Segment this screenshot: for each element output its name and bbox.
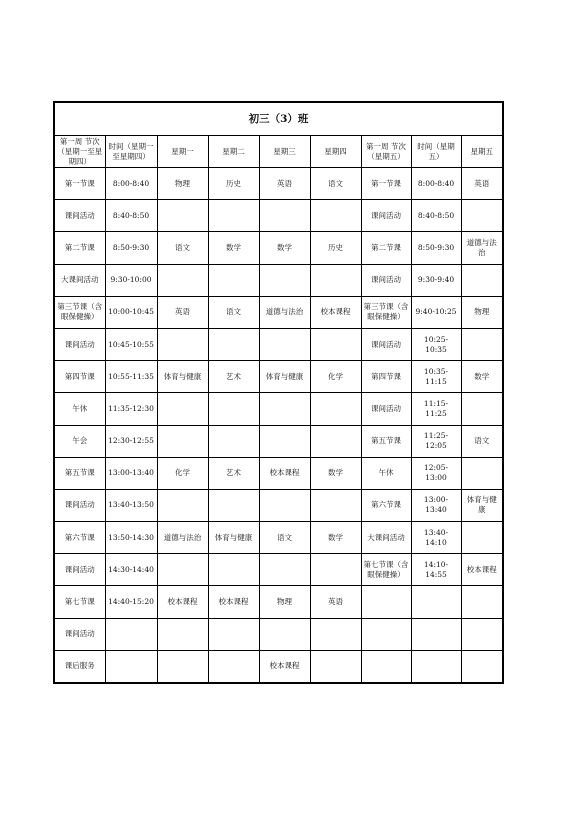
- header-cell: 第一周 节次（星期五）: [361, 136, 411, 168]
- table-cell: [259, 328, 310, 360]
- table-cell: 第四节课: [54, 361, 105, 393]
- header-cell: 星期一: [157, 136, 208, 168]
- table-cell: 10:25-10:35: [411, 328, 461, 360]
- table-cell: 数学: [259, 232, 310, 264]
- table-cell: [208, 264, 259, 296]
- table-cell: 午休: [361, 457, 411, 489]
- table-cell: [310, 264, 361, 296]
- table-cell: 体育与健康: [461, 489, 503, 521]
- table-cell: 10:35-11:15: [411, 361, 461, 393]
- table-cell: [461, 328, 503, 360]
- table-cell: 第三节课（含眼保健操）: [54, 296, 105, 328]
- table-row: [54, 650, 503, 683]
- table-cell: 课间活动: [54, 554, 105, 586]
- table-cell: 第五节课: [361, 425, 411, 457]
- table-cell: 8:50-9:30: [105, 232, 157, 264]
- table-cell: 数学: [310, 457, 361, 489]
- table-cell: 艺术: [208, 457, 259, 489]
- table-cell: 第一节课: [54, 168, 105, 200]
- table-cell: 10:45-10:55: [105, 328, 157, 360]
- table-row: [54, 328, 503, 360]
- table-cell: 第七节课: [54, 586, 105, 618]
- table-row: [54, 296, 503, 328]
- table-cell: [411, 618, 461, 650]
- table-cell: [310, 425, 361, 457]
- table-cell: 第一节课: [361, 168, 411, 200]
- table-cell: [208, 328, 259, 360]
- table-cell: 道德与法治: [461, 232, 503, 264]
- table-cell: 11:35-12:30: [105, 393, 157, 425]
- table-cell: [461, 393, 503, 425]
- table-row: [54, 618, 503, 650]
- table-cell: 8:00-8:40: [105, 168, 157, 200]
- table-cell: 语文: [259, 522, 310, 554]
- table-cell: 课间活动: [361, 393, 411, 425]
- table-cell: 体育与健康: [259, 361, 310, 393]
- table-cell: 14:40-15:20: [105, 586, 157, 618]
- table-cell: 13:40-13:50: [105, 489, 157, 521]
- table-cell: [157, 200, 208, 232]
- table-cell: 物理: [157, 168, 208, 200]
- table-cell: 数学: [461, 361, 503, 393]
- table-cell: 14:10-14:55: [411, 554, 461, 586]
- table-cell: [208, 393, 259, 425]
- table-cell: 9:40-10:25: [411, 296, 461, 328]
- table-cell: [310, 650, 361, 683]
- table-cell: 数学: [208, 232, 259, 264]
- table-cell: [461, 457, 503, 489]
- table-cell: 课间活动: [54, 200, 105, 232]
- table-row: [54, 554, 503, 586]
- table-cell: [259, 393, 310, 425]
- header-cell: 星期五: [461, 136, 503, 168]
- table-cell: 英语: [310, 586, 361, 618]
- table-row: [54, 425, 503, 457]
- table-cell: [310, 489, 361, 521]
- table-cell: [105, 618, 157, 650]
- table-cell: 校本课程: [310, 296, 361, 328]
- table-cell: [310, 328, 361, 360]
- table-row: [54, 168, 503, 200]
- table-cell: 课间活动: [54, 489, 105, 521]
- table-cell: 课后服务: [54, 650, 105, 683]
- table-cell: 课间活动: [361, 200, 411, 232]
- table-cell: 体育与健康: [208, 522, 259, 554]
- table-cell: 英语: [259, 168, 310, 200]
- table-cell: 大课间活动: [54, 264, 105, 296]
- table-cell: 12:05-13:00: [411, 457, 461, 489]
- table-cell: 历史: [310, 232, 361, 264]
- table-cell: 英语: [461, 168, 503, 200]
- timetable-sheet: [53, 101, 502, 684]
- table-cell: [259, 489, 310, 521]
- table-row: [54, 522, 503, 554]
- table-cell: 大课间活动: [361, 522, 411, 554]
- table-cell: [310, 200, 361, 232]
- header-cell: 星期三: [259, 136, 310, 168]
- table-cell: [259, 264, 310, 296]
- table-cell: 13:00-13:40: [411, 489, 461, 521]
- table-cell: [157, 489, 208, 521]
- table-cell: [411, 586, 461, 618]
- table-cell: 11:25-12:05: [411, 425, 461, 457]
- table-row: [54, 361, 503, 393]
- table-row: [54, 264, 503, 296]
- table-cell: [310, 554, 361, 586]
- table-cell: [461, 618, 503, 650]
- table-cell: [157, 328, 208, 360]
- table-cell: 8:00-8:40: [411, 168, 461, 200]
- table-cell: 10:55-11:35: [105, 361, 157, 393]
- title-row: [54, 102, 503, 136]
- table-cell: 校本课程: [259, 457, 310, 489]
- header-row: [54, 136, 503, 168]
- table-cell: [411, 650, 461, 683]
- table-cell: 语文: [208, 296, 259, 328]
- table-cell: 13:00-13:40: [105, 457, 157, 489]
- table-cell: 道德与法治: [259, 296, 310, 328]
- table-cell: 第六节课: [361, 489, 411, 521]
- table-cell: [157, 650, 208, 683]
- table-row: [54, 457, 503, 489]
- table-cell: 语文: [157, 232, 208, 264]
- table-cell: 9:30-9:40: [411, 264, 461, 296]
- table-cell: 第七节课（含眼保健操）: [361, 554, 411, 586]
- header-cell: 星期二: [208, 136, 259, 168]
- table-cell: 课间活动: [361, 328, 411, 360]
- table-cell: 11:15-11:25: [411, 393, 461, 425]
- table-cell: [105, 650, 157, 683]
- table-cell: 校本课程: [208, 586, 259, 618]
- table-cell: 12:30-12:55: [105, 425, 157, 457]
- header-cell: 时间（星期五）: [411, 136, 461, 168]
- table-cell: [157, 618, 208, 650]
- table-cell: 8:40-8:50: [105, 200, 157, 232]
- table-cell: 物理: [461, 296, 503, 328]
- table-cell: [259, 618, 310, 650]
- table-cell: 道德与法治: [157, 522, 208, 554]
- header-cell: 星期四: [310, 136, 361, 168]
- table-cell: 第四节课: [361, 361, 411, 393]
- header-cell: 第一周 节次（星期一至星期四）: [54, 136, 105, 168]
- table-cell: [208, 618, 259, 650]
- table-cell: [259, 425, 310, 457]
- table-cell: [208, 200, 259, 232]
- table-cell: [208, 554, 259, 586]
- table-cell: 8:40-8:50: [411, 200, 461, 232]
- table-cell: [461, 650, 503, 683]
- table-cell: [461, 264, 503, 296]
- header-cell: 时间（星期一至星期四）: [105, 136, 157, 168]
- table-cell: 数学: [310, 522, 361, 554]
- table-cell: 午休: [54, 393, 105, 425]
- table-cell: 体育与健康: [157, 361, 208, 393]
- table-cell: 13:40-14:10: [411, 522, 461, 554]
- table-cell: [310, 393, 361, 425]
- table-cell: [461, 200, 503, 232]
- class-title: 初三（3）班: [54, 102, 503, 136]
- table-cell: 午会: [54, 425, 105, 457]
- table-cell: [259, 554, 310, 586]
- table-cell: [461, 522, 503, 554]
- table-cell: 9:30-10:00: [105, 264, 157, 296]
- table-cell: 校本课程: [259, 650, 310, 683]
- table-cell: 14:30-14:40: [105, 554, 157, 586]
- table-cell: [208, 425, 259, 457]
- table-cell: [157, 425, 208, 457]
- table-cell: [361, 586, 411, 618]
- table-row: [54, 232, 503, 264]
- table-cell: 课间活动: [54, 328, 105, 360]
- table-cell: 英语: [157, 296, 208, 328]
- table-cell: 第六节课: [54, 522, 105, 554]
- timetable: [53, 101, 504, 684]
- table-cell: 8:50-9:30: [411, 232, 461, 264]
- table-cell: 校本课程: [461, 554, 503, 586]
- table-cell: [361, 618, 411, 650]
- table-row: [54, 393, 503, 425]
- table-cell: [157, 393, 208, 425]
- table-cell: 物理: [259, 586, 310, 618]
- table-cell: [461, 586, 503, 618]
- table-cell: 化学: [310, 361, 361, 393]
- table-cell: 课间活动: [361, 264, 411, 296]
- table-cell: [259, 200, 310, 232]
- table-row: [54, 586, 503, 618]
- table-cell: 13:50-14:30: [105, 522, 157, 554]
- table-cell: 第二节课: [361, 232, 411, 264]
- table-cell: 历史: [208, 168, 259, 200]
- table-cell: 第五节课: [54, 457, 105, 489]
- table-cell: 语文: [461, 425, 503, 457]
- table-cell: [361, 650, 411, 683]
- table-cell: 校本课程: [157, 586, 208, 618]
- table-cell: 第二节课: [54, 232, 105, 264]
- table-row: [54, 489, 503, 521]
- table-cell: [208, 650, 259, 683]
- table-cell: [208, 489, 259, 521]
- table-cell: 课间活动: [54, 618, 105, 650]
- table-cell: [157, 554, 208, 586]
- table-cell: 第三节课（含眼保健操）: [361, 296, 411, 328]
- table-cell: 化学: [157, 457, 208, 489]
- table-cell: 艺术: [208, 361, 259, 393]
- table-cell: 10:00-10:45: [105, 296, 157, 328]
- table-row: [54, 200, 503, 232]
- table-cell: [310, 618, 361, 650]
- table-cell: 语文: [310, 168, 361, 200]
- table-cell: [157, 264, 208, 296]
